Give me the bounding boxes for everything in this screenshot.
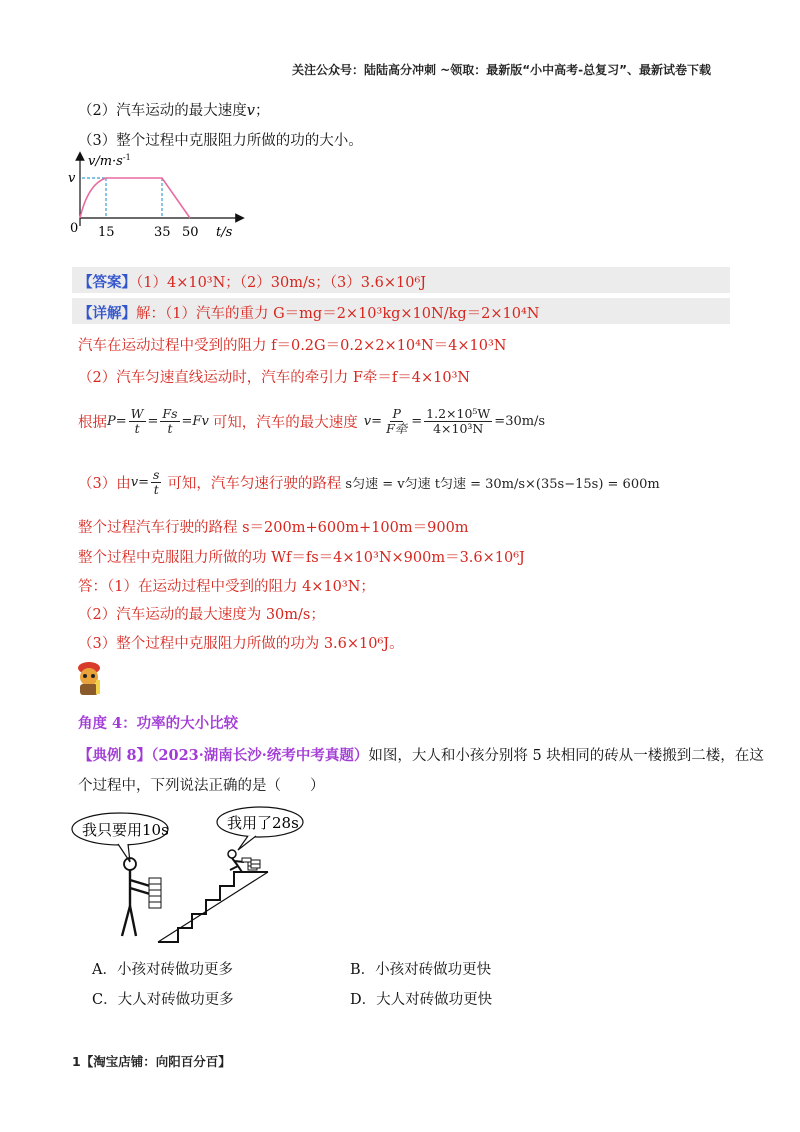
example-line-1 (78, 744, 764, 765)
formula-eq-6: = (494, 413, 506, 429)
answer-label: 【答案】 (78, 274, 136, 291)
detail-line-5 (78, 462, 660, 502)
velocity-curve (80, 178, 190, 218)
adult-bricks (149, 878, 161, 908)
page-footer: 1【淘宝店铺：向阳百分百】 (72, 1054, 231, 1069)
velocity-time-graph (68, 148, 268, 248)
formula-Fv: Fv (192, 413, 209, 429)
detail-line-4 (78, 398, 545, 444)
question-3: （3）整个过程中克服阻力所做的功的大小。 (78, 133, 363, 149)
stairs-illustration (70, 802, 350, 952)
stair-slope (158, 872, 268, 942)
detail-line-1 (78, 302, 539, 323)
x-tick-35: 35 (154, 225, 171, 240)
detail-label: 【详解】 (78, 305, 136, 322)
detail-line-1-text: 解：（1）汽车的重力 G＝mg＝2×10³kg×10N/kg＝2×10⁴N (136, 306, 540, 322)
frac-num-Fs: Fs (162, 405, 178, 421)
frac-num-power: 1.2×10⁵W (426, 405, 491, 421)
formula-eq-7: = (138, 474, 149, 490)
frac-den-F: F牵 (386, 420, 408, 436)
option-a[interactable]: A．小孩对砖做功更多 (92, 962, 233, 978)
detail-line-3: （2）汽车匀速直线运动时，汽车的牵引力 F牵＝f＝4×10³N (78, 370, 471, 386)
detail-line-4-pre: 根据 (78, 414, 107, 431)
max-speed-formula (364, 407, 545, 436)
detail-line-6: 整个过程汽车行驶的路程 s＝200m+600m+100m＝900m (78, 520, 469, 536)
option-d[interactable]: D．大人对砖做功更快 (350, 992, 493, 1008)
fraction-s-over-t (151, 468, 161, 497)
formula-eq-2: = (147, 413, 159, 429)
adult-bubble-text: 我只要用10s (82, 821, 169, 839)
detail-line-2: 汽车在运动过程中受到的阻力 f＝0.2G＝0.2×2×10⁴N＝4×10³N (78, 338, 507, 354)
detail-line-8: 答：（1）在运动过程中受到的阻力 4×10³N； (78, 579, 375, 595)
formula-result: 30m/s (505, 413, 546, 429)
formula-eq-3: = (181, 413, 193, 429)
detail-line-5-pre: （3）由 (78, 475, 131, 492)
x-axis-label: t/s (216, 225, 233, 240)
option-c[interactable]: C．大人对砖做功更多 (92, 992, 234, 1008)
speed-def-formula (131, 468, 164, 497)
formula-v: v (363, 413, 372, 429)
origin-label: 0 (70, 221, 79, 236)
formula-eq-4: = (371, 413, 383, 429)
fraction-w-over-t (129, 407, 146, 436)
example-text-1: 如图，大人和小孩分别将 5 块相同的砖从一楼搬到二楼，在这 (368, 748, 764, 764)
example-label: 【典例 8】 (78, 747, 152, 764)
mascot-icon (72, 658, 106, 698)
frac-num-W: W (130, 405, 144, 421)
question-2-var: v (246, 103, 255, 119)
child-bubble-text: 我用了28s (227, 814, 299, 832)
frac-den-t-3: t (153, 481, 159, 497)
option-b[interactable]: B．小孩对砖做功更快 (350, 962, 492, 978)
frac-den-force: 4×10³N (433, 420, 484, 436)
x-tick-50: 50 (182, 225, 199, 240)
distance-formula: s匀速 = v匀速 t匀速 = 30m/s×(35s−15s) = 600m (345, 476, 660, 492)
fraction-values (424, 407, 492, 436)
power-formula (107, 407, 209, 436)
adult-figure (122, 858, 150, 936)
detail-line-5-mid: 可知，汽车匀速行驶的路程 (167, 475, 342, 492)
x-tick-15: 15 (98, 225, 115, 240)
y-axis-label: $v/m\cdot s^{-1}$ (88, 153, 131, 169)
detail-line-10: （3）整个过程中克服阻力所做的功为 3.6×10⁶J。 (78, 636, 404, 652)
frac-den-t: t (134, 420, 140, 436)
detail-line-9: （2）汽车运动的最大速度为 30m/s； (78, 607, 325, 623)
frac-num-s: s (153, 466, 160, 482)
detail-line-4-mid: 可知，汽车的最大速度 (212, 414, 358, 431)
example-source: （2023·湖南长沙·统考中考真题） (151, 747, 369, 764)
formula-P: P (107, 413, 116, 429)
v-tick-label: v (68, 171, 76, 186)
frac-num-P: P (392, 405, 401, 421)
fraction-p-over-f (384, 407, 409, 436)
example-line-2: 个过程中，下列说法正确的是（ ） (78, 778, 325, 794)
frac-den-t-2: t (167, 420, 173, 436)
answer-text: （1）4×10³N；（2）30m/s；（3）3.6×10⁶J (136, 275, 427, 291)
section-title: 角度 4：功率的大小比较 (78, 715, 239, 732)
question-2-text: （2）汽车运动的最大速度 (78, 103, 247, 119)
formula-v-2: v (130, 474, 139, 490)
question-2 (78, 99, 269, 120)
answer-line (78, 271, 426, 292)
formula-eq-1: = (115, 413, 127, 429)
fraction-fs-over-t (160, 407, 179, 436)
detail-line-7: 整个过程中克服阻力所做的功 Wf＝fs＝4×10³N×900m＝3.6×10⁶J (78, 550, 525, 566)
question-2-end: ； (254, 103, 270, 119)
child-bricks (242, 858, 260, 870)
formula-eq-5: = (411, 413, 423, 429)
page-header: 关注公众号：陆陆高分冲刺 ~领取：最新版“小中高考-总复习”、最新试卷下载 (292, 63, 711, 77)
